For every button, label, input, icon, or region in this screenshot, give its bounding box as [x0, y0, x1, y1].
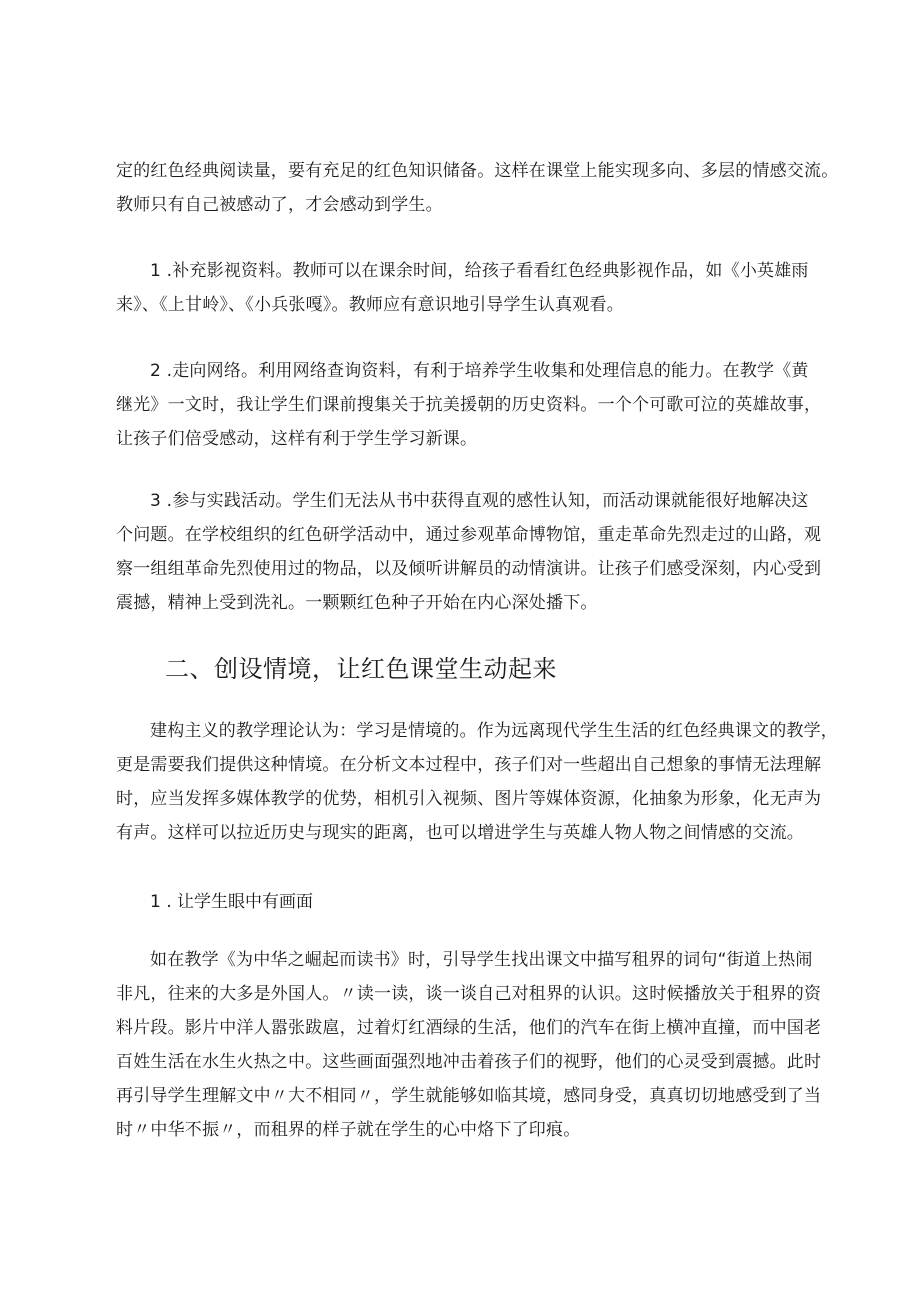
section-heading: 二、创设情境，让红色课堂生动起来	[165, 655, 557, 683]
paragraph-network	[116, 354, 822, 456]
text-line: 百姓生活在水生火热之中。这些画面强烈地冲击着孩子们的视野，他们的心灵受到震撼。此时	[116, 1052, 822, 1072]
text-line: 时〃中华不振〃，而租界的样子就在学生的心中烙下了印痕。	[116, 1120, 581, 1140]
text-line: 更是需要我们提供这种情境。在分析文本过程中，孩子们对一些超出自己想象的事情无法理解	[116, 755, 822, 775]
text-line: 来》、《上甘岭》、《小兵张嘎》。教师应有意识地引导学生认真观看。	[116, 295, 624, 315]
paragraph-reading-reserve	[116, 154, 839, 222]
text-line: 1 .补充影视资料。教师可以在课余时间，给孩子看看红色经典影视作品，如《小英雄雨	[150, 261, 809, 281]
text-line: 有声。这样可以拉近历史与现实的距离，也可以增进学生与英雄人物人物之间情感的交流。	[116, 823, 804, 843]
text-line: 如在教学《为中华之崛起而读书》时，引导学生找出课文中描写租界的词句“街道上热闹	[150, 950, 813, 970]
text-line: 2 .走向网络。利用网络查询资料，有利于培养学生收集和处理信息的能力。在教学《黄	[150, 361, 809, 381]
text-line: 定的红色经典阅读量，要有充足的红色知识储备。这样在课堂上能实现多向、多层的情感交流。	[116, 161, 839, 181]
paragraph-film-materials	[116, 254, 822, 322]
text-line: 让孩子们倍受感动，这样有利于学生学习新课。	[116, 429, 478, 449]
text-line: 建构主义的教学理论认为：学习是情境的。作为远离现代学生生活的红色经典课文的教学，	[150, 721, 838, 741]
paragraph-teaching-example	[116, 943, 822, 1147]
text-line: 教师只有自己被感动了，才会感动到学生。	[116, 195, 443, 215]
text-line: 料片段。影片中洋人嚣张跋扈，过着灯红酒绿的生活，他们的汽车在街上横冲直撞，而中国老	[116, 1018, 822, 1038]
text-line: 震撼，精神上受到洗礼。一颗颗红色种子开始在内心深处播下。	[116, 593, 598, 613]
text-line: 察一组组革命先烈使用过的物品，以及倾听讲解员的动情演讲。让孩子们感受深刻，内心受到	[116, 559, 822, 579]
text-line: 时，应当发挥多媒体教学的优势，相机引入视频、图片等媒体资源，化抽象为形象，化无声为	[116, 789, 822, 809]
text-line: 个问题。在学校组织的红色研学活动中，通过参观革命博物馆，重走革命先烈走过的山路，观	[116, 525, 822, 545]
text-line: 3 .参与实践活动。学生们无法从书中获得直观的感性认知，而活动课就能很好地解决这	[150, 491, 809, 511]
subsection-heading: 1 . 让学生眼中有画面	[150, 892, 314, 912]
text-line: 非凡，往来的大多是外国人。〃读一读，谈一谈自己对租界的认识。这时候播放关于租界的资	[116, 984, 822, 1004]
text-line: 继光》一文时，我让学生们课前搜集关于抗美援朝的历史资料。一个个可歌可泣的英雄故事，	[116, 395, 822, 415]
paragraph-practice-activity	[116, 484, 822, 620]
paragraph-constructivism	[116, 714, 838, 850]
text-line: 再引导学生理解文中〃大不相同〃，学生就能够如临其境，感同身受，真真切切地感受到了当	[116, 1086, 822, 1106]
